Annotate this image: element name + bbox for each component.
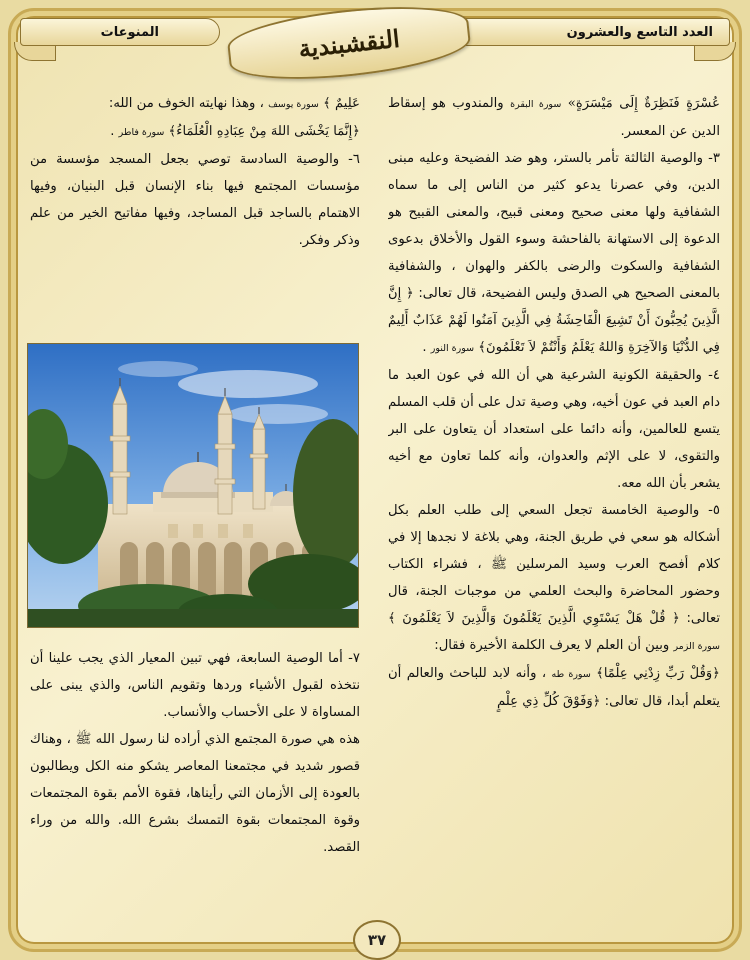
paragraph-text: . [422,340,427,355]
magazine-title: النقشبندية [297,23,401,63]
paragraph [30,90,360,118]
right-column [388,90,720,932]
quran-quote: ﴿ قُلْ هَلْ يَسْتَوِي الَّذِينَ يَعْلَمُونَ وَالَّذِينَ لاَ يَعْلَمُونَ ﴾ [388,611,680,626]
paragraph [30,726,360,861]
left-column-bottom [30,645,360,930]
issue-ribbon [440,18,730,46]
issue-label: العدد التاسع والعشرون [566,24,713,40]
paragraph [388,145,720,362]
paragraph-text: ، وهذا نهايته الخوف من الله: [108,96,264,111]
paragraph-text: ٦- والوصية السادسة توصي بجعل المسجد مؤسسة من مؤسسات المجتمع فيها بناء الإنسان قبل البنيان، وفيها الاهتمام بالساجد قبل المساجد، وفيها مفاتيح الخير من علم وذكر وفكر. [30,152,360,248]
page-number-label: ٣٧ [367,931,387,949]
paragraph [388,90,720,145]
paragraph [30,118,360,146]
paragraph-text: ، وأنه لابد للباحث والعالم أن يتعلم أبدا، قال تعالى: ﴿وَفَوْقَ كُلِّ ذِي عِلْمٍ [388,666,720,709]
paragraph-text: والمندوب هو إسقاط الدين عن المعسر. [388,96,720,139]
paragraph [30,146,360,254]
paragraph-text: هذه هي صورة المجتمع الذي أراده لنا رسول الله ﷺ ، وهناك قصور شديد في مجتمعنا المعاصر يشكو منه الكل ويطالبون بالعودة إلى الأزمان التي رأيناها، فقوة الأمم بقوة المجتمعات وقوة المجتمعات بقوة التمسك بشرع الله. والله من وراء القصد. [30,732,360,855]
page-number [353,920,401,960]
surah-reference: سورة فاطر [118,127,165,138]
quran-quote: عَلِيمٌ ﴾ [323,96,360,111]
quran-quote: ﴿وَقُلْ رَبِّ زِدْنِي عِلْمًا﴾ [596,666,720,681]
paragraph [30,645,360,726]
surah-reference: سورة البقرة [510,99,562,110]
mosque-photo [27,343,359,628]
paragraph-text: ٧- أما الوصية السابعة، فهي تبين المعيار الذي يجب علينا أن نتخذه لقبول الأشياء وردها وتقويم الناس، والذي يبنى على المساواة لا على الأحساب والأنساب. [30,651,360,720]
paragraph-text: ٤- والحقيقة الكونية الشرعية هي أن الله في عون العبد ما دام العبد في عون أخيه، وهي وصية تدل على أن قلب المسلم يتسع للعالمين، وأنه دائما على استعداد أن يتعاون على البر والتقوى، لا على الإثم والعدوان، وأنه كلما تعاون مع أخيه يشعر بأن الله معه. [388,368,720,491]
surah-reference: سورة يوسف [268,99,319,110]
paragraph-text: ٥- والوصية الخامسة تجعل السعي إلى طلب العلم بكل أشكاله هو سعي في طريق الجنة، وهي بلاغة لا نجدها إلا في كلام أفصح العرب وسيد المرسلين ﷺ ، فشراء الكتاب وحضور المحاضرة والبحث العلمي من موجبات الجنة، قال تعالى: [388,503,720,626]
paragraph [388,362,720,497]
surah-reference: سورة طه [551,669,591,680]
surah-reference: سورة النور [430,343,475,354]
left-column-top [30,90,360,338]
quran-quote: ﴿ إِنَّ الَّذِينَ يُحِبُّونَ أَنْ تَشِيعَ الْفَاحِشَةُ فِي الَّذِينَ آمَنُوا لَهُمْ عَذَابٌ أَلِيمٌ فِي الدُّنْيَا وَالآخِرَةِ وَاللهُ يَعْلَمُ وَأَنْتُمْ لاَ تَعْلَمُونَ﴾ [388,286,720,355]
paragraph-text: . [110,124,115,139]
paragraph-text: وبين أن العلم لا يعرف الكلمة الأخيرة فقال: [434,638,670,653]
paragraph [388,497,720,660]
paragraph [388,660,720,715]
section-ribbon [20,18,220,46]
paragraph-text: ٣- والوصية الثالثة تأمر بالستر، وهو ضد الفضيحة وعليه مبنى الدين، وفي عصرنا يدعو كثير من الناس إلى ما سماه الشفافية ولها معنى صحيح ومعنى قبيح، والمعنى القبيح هو الدعوة إلى الاستهانة بالفاحشة وسوء القول والأخلاق بدعوى الشفافية والسكوت والرضى بالكفر والهوان ، والشفافية بالمعنى الصحيح هي الصدق وليس الفضيحة، قال تعالى: [388,151,720,301]
surah-reference: سورة الزمر [673,641,720,652]
section-label: المنوعات [100,24,159,40]
quran-quote: ﴿إِنَّمَا يَخْشَى اللهَ مِنْ عِبَادِهِ الْعُلَمَاءُ﴾ [168,124,360,139]
quran-quote: عُسْرَةٍ فَنَظِرَةٌ إِلَى مَيْسَرَةٍ» [567,96,720,111]
